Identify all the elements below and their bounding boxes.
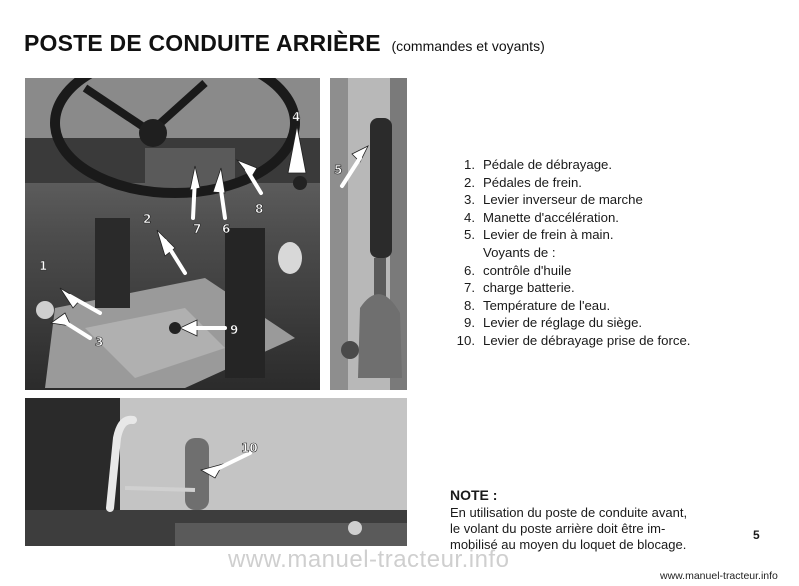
legend-text: Levier inverseur de marche [483, 192, 643, 208]
note-title: NOTE : [450, 487, 498, 503]
photo-pto-lever-illustration [25, 398, 407, 546]
page-number: 5 [753, 528, 760, 542]
legend-number: 8. [464, 297, 475, 313]
legend-text: charge batterie. [483, 280, 575, 296]
label-9: 9 [230, 323, 239, 337]
label-10: 10 [241, 441, 258, 455]
legend-number: 4. [464, 209, 475, 225]
legend-number: 10. [456, 332, 475, 348]
footer-site-link[interactable]: www.manuel-tracteur.info [660, 570, 778, 582]
legend-text: Levier de frein à main. [483, 227, 614, 243]
legend-number: 3. [464, 192, 475, 208]
note-line: le volant du poste arrière doit être im- [450, 521, 666, 536]
legend-number: 6. [464, 262, 475, 278]
legend-item [443, 209, 690, 227]
legend-text: Pédales de frein. [483, 174, 582, 190]
label-6: 6 [222, 222, 231, 236]
label-2: 2 [143, 212, 152, 226]
note-line: mobilisé au moyen du loquet de blocage. [450, 537, 687, 552]
legend-text: contrôle d'huile [483, 262, 572, 278]
label-5: 5 [334, 163, 343, 177]
legend-item [443, 226, 690, 244]
label-4: 4 [292, 110, 301, 124]
legend-item [443, 156, 690, 174]
legend-number: 2. [464, 174, 475, 190]
legend-number: 9. [464, 315, 475, 331]
legend-text: Levier de réglage du siège. [483, 315, 643, 331]
title-subtitle: (commandes et voyants) [391, 38, 545, 54]
legend-item [443, 314, 690, 332]
photo-hand-brake-illustration [330, 78, 407, 390]
legend-voyants-heading: Voyants de : [483, 244, 556, 260]
photo-hand-brake [330, 78, 407, 390]
legend-number: 7. [464, 280, 475, 296]
legend-item [443, 332, 690, 350]
controls-legend [443, 156, 690, 350]
photo-driver-station [25, 78, 320, 390]
legend-item [443, 297, 690, 315]
legend-number: 5. [464, 227, 475, 243]
photo-pto-lever [25, 398, 407, 546]
legend-item [443, 174, 690, 192]
legend-item [443, 262, 690, 280]
watermark: www.manuel-tracteur.info [228, 546, 510, 573]
legend-text: Température de l'eau. [483, 297, 611, 313]
photo-driver-station-illustration [25, 78, 320, 390]
label-1: 1 [39, 259, 48, 273]
title-main: POSTE DE CONDUITE ARRIÈRE [24, 30, 381, 56]
label-8: 8 [255, 202, 264, 216]
legend-item [443, 191, 690, 209]
legend-text: Pédale de débrayage. [483, 157, 613, 172]
legend-number: 1. [464, 157, 475, 172]
label-7: 7 [193, 222, 202, 236]
note-line: En utilisation du poste de conduite avant, [450, 505, 688, 520]
page-title [24, 30, 545, 57]
legend-text: Levier de débrayage prise de force. [483, 332, 691, 348]
label-3: 3 [95, 335, 104, 349]
legend-text: Manette d'accélération. [483, 209, 619, 225]
legend-item [443, 279, 690, 297]
note-block [450, 487, 715, 553]
